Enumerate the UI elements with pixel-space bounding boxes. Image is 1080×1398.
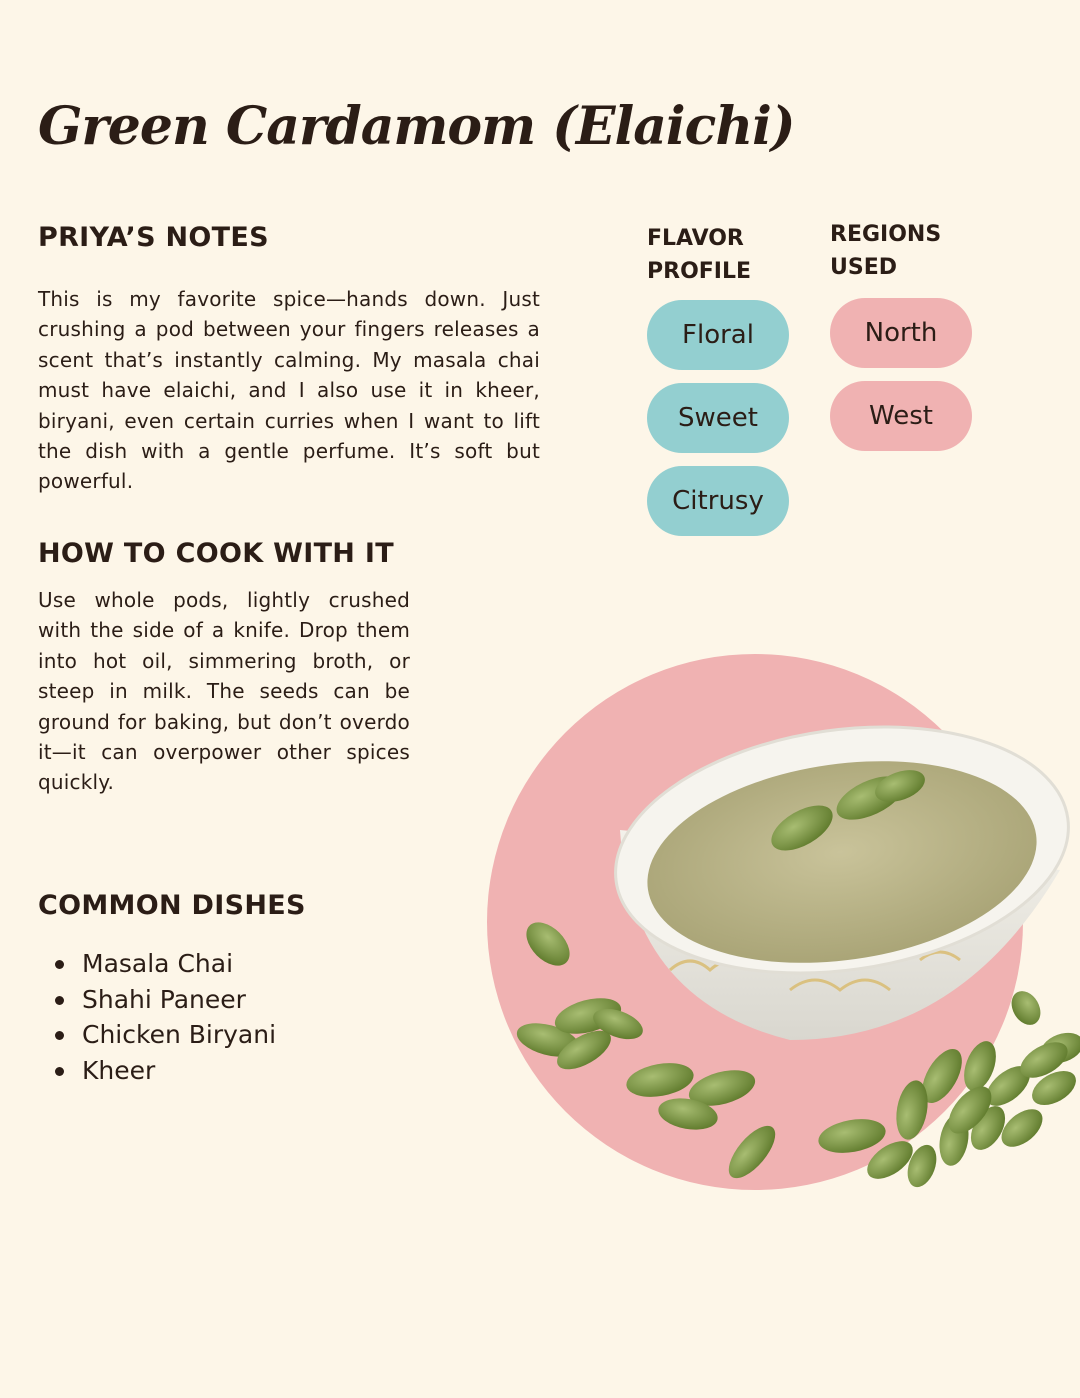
- flavor-tag-citrusy: Citrusy: [647, 466, 789, 536]
- notes-body: This is my favorite spice—hands down. Just crushing a pod between your fingers releases a scent that’s instantly calming. My masala chai must have elaichi, and I also use it in kheer, biryani, even certain curries when I want to lift the dish with a gentle perfume. It’s soft but powerful.: [38, 287, 540, 494]
- cardamom-bowl-illustration: [460, 640, 1080, 1220]
- page-title: Green Cardamom (Elaichi): [38, 96, 795, 157]
- cooking-body: Use whole pods, lightly crushed with the side of a knife. Drop them into hot oil, simmering broth, or steep in milk. The seeds can be ground for baking, but don’t overdo it—it can overpower other spices quickly.: [38, 588, 410, 795]
- bullet-icon: [55, 1031, 64, 1040]
- list-item: Chicken Biryani: [50, 1017, 276, 1053]
- bullet-icon: [55, 996, 64, 1005]
- dishes-list: [50, 946, 276, 1088]
- flavor-tag-sweet: Sweet: [647, 383, 789, 453]
- regions-heading: REGIONS USED: [830, 222, 942, 280]
- flavor-tag-floral: Floral: [647, 300, 789, 370]
- bullet-icon: [55, 1067, 64, 1076]
- region-tag-north: North: [830, 298, 972, 368]
- flavor-profile-heading: FLAVOR PROFILE: [647, 226, 752, 284]
- list-item: Kheer: [50, 1053, 276, 1089]
- bullet-icon: [55, 960, 64, 969]
- notes-heading: PRIYA’S NOTES: [38, 222, 269, 253]
- list-item: Shahi Paneer: [50, 982, 276, 1018]
- list-item: Masala Chai: [50, 946, 276, 982]
- cooking-heading: HOW TO COOK WITH IT: [38, 538, 394, 569]
- region-tag-west: West: [830, 381, 972, 451]
- dishes-heading: COMMON DISHES: [38, 890, 306, 921]
